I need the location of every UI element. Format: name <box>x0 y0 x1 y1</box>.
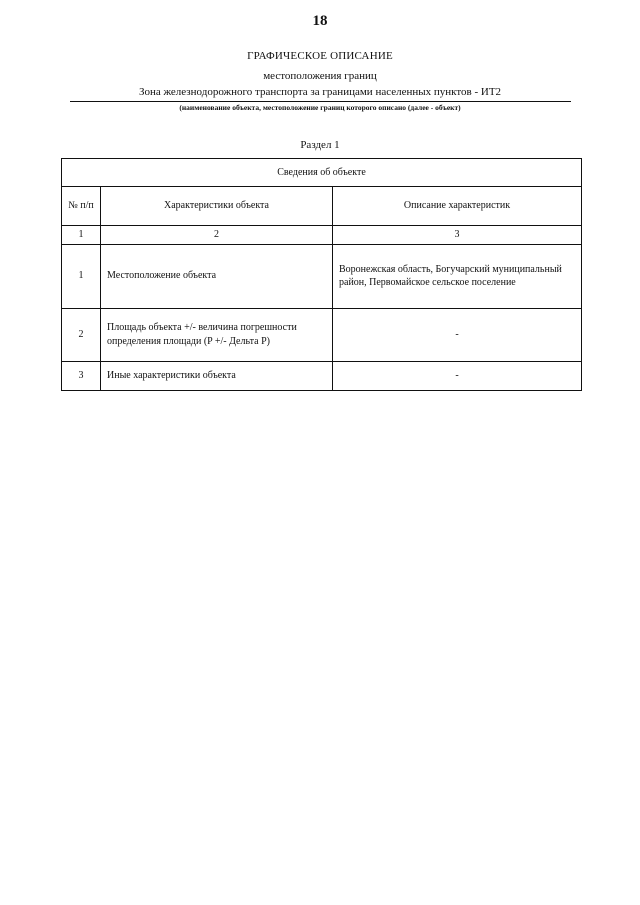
table-row <box>62 308 582 361</box>
row-description: - <box>333 308 582 361</box>
table-caption: Сведения об объекте <box>62 159 582 187</box>
column-index-3: 3 <box>333 226 582 245</box>
row-number: 2 <box>62 308 101 361</box>
header-characteristic: Характеристики объекта <box>101 187 333 226</box>
object-name: Зона железнодорожного транспорта за границами населенных пунктов - ИТ2 <box>138 86 502 98</box>
page-number: 18 <box>312 13 328 29</box>
table-row <box>62 361 582 390</box>
row-number: 1 <box>62 244 101 308</box>
header-number: № п/п <box>62 187 101 226</box>
row-characteristic: Местоположение объекта <box>101 244 333 308</box>
document-title: ГРАФИЧЕСКОЕ ОПИСАНИЕ <box>247 50 393 62</box>
object-caption: (наименование объекта, местоположение границ которого описано (далее - объект) <box>179 103 461 112</box>
row-number: 3 <box>62 361 101 390</box>
column-index-2: 2 <box>101 226 333 245</box>
object-info-table <box>61 158 582 391</box>
object-name-underline <box>70 101 571 102</box>
row-description: - <box>333 361 582 390</box>
row-description: Воронежская область, Богучарский муниципальный район, Первомайское сельское поселение <box>333 244 582 308</box>
row-characteristic: Площадь объекта +/- величина погрешности определения площади (P +/- Дельта P) <box>101 308 333 361</box>
section-title: Раздел 1 <box>300 139 340 151</box>
row-characteristic: Иные характеристики объекта <box>101 361 333 390</box>
table-row <box>62 244 582 308</box>
column-index-1: 1 <box>62 226 101 245</box>
document-subtitle: местоположения границ <box>263 70 377 82</box>
header-description: Описание характеристик <box>333 187 582 226</box>
